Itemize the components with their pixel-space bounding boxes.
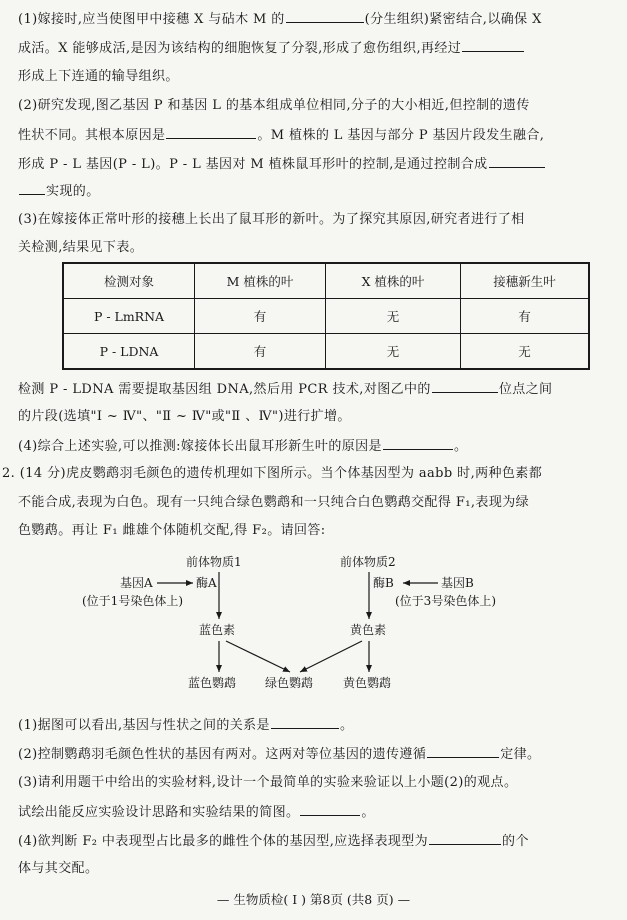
yellow-parrot-label: 黄色鹦鹉 [343, 676, 392, 690]
gene-b-location: (位于3号染色体上) [395, 594, 496, 608]
table-cell: P - LmRNA [63, 299, 195, 334]
answer-blank[interactable] [271, 716, 339, 729]
table-cell: 无 [326, 334, 461, 370]
q2-line4: 实现的。 [18, 182, 100, 201]
gene-b-label: 基因B [441, 576, 474, 590]
answer-blank[interactable] [427, 745, 499, 758]
table-cell: 有 [461, 299, 590, 334]
q3-line2: 关检测,结果见下表。 [18, 240, 144, 255]
precursor-1-label: 前体物质1 [186, 555, 242, 569]
s1-line: (1)据图可以看出,基因与性状之间的关系是 。 [18, 718, 354, 733]
q1-line3: 形成上下连通的输导组织。 [18, 69, 179, 84]
table-cell: 无 [326, 299, 461, 334]
q4-line: (4)综合上述实验,可以推测:嫁接体长出鼠耳形新生叶的原因是 。 [18, 439, 468, 454]
yellow-pigment-label: 黄色素 [350, 623, 387, 637]
enzyme-a-label: 酶A [196, 576, 217, 590]
p22-line1: 2. (14 分)虎皮鹦鹉羽毛颜色的遗传机理如下图所示。当个体基因型为 aabb 时,两种色素都 [2, 466, 543, 481]
answer-blank[interactable] [300, 803, 360, 816]
p22-line2: 不能合成,表现为白色。现有一只纯合绿色鹦鹉和一只纯合白色鹦鹉交配得 F₁,表现为绿 [18, 495, 530, 510]
q2-line3: 形成 P - L 基因(P - L)。P - L 基因对 M 植株鼠耳形叶的控制,是通过控制合成 [18, 155, 546, 174]
s4-line2: 体与其交配。 [18, 861, 99, 876]
precursor-2-label: 前体物质2 [340, 555, 396, 569]
table-header-cell: M 植株的叶 [195, 263, 326, 299]
q2-line1: (2)研究发现,图乙基因 P 和基因 L 的基本组成单位相同,分子的大小相近,但控制的遗传 [18, 98, 530, 113]
table-cell: 无 [461, 334, 590, 370]
p22-line3: 色鹦鹉。再让 F₁ 雌雄个体随机交配,得 F₂。请回答: [18, 523, 326, 538]
q3-after-line2: 的片段(选填"Ⅰ ~ Ⅳ"、"Ⅱ ~ Ⅳ"或"Ⅱ 、Ⅳ")进行扩增。 [18, 409, 351, 424]
answer-blank[interactable] [429, 832, 501, 845]
enzyme-b-label: 酶B [373, 576, 394, 590]
blue-parrot-label: 蓝色鹦鹉 [188, 676, 237, 690]
s3-line2: 试绘出能反应实验设计思路和实验结果的简图。 。 [18, 805, 375, 820]
q3-after-line1: 检测 P - LDNA 需要提取基因组 DNA,然后用 PCR 技术,对图乙中的 位点之间 [18, 382, 553, 397]
green-parrot-label: 绿色鹦鹉 [265, 676, 314, 690]
s3-line1: (3)请利用题干中给出的实验材料,设计一个最简单的实验来验证以上小题(2)的观点。 [18, 775, 518, 790]
table-header-cell: 接穗新生叶 [461, 263, 590, 299]
yellow-to-green-parrot-arrow [300, 641, 362, 672]
blue-to-green-parrot-arrow [226, 641, 290, 672]
table-header-cell: 检测对象 [63, 263, 195, 299]
s2-line: (2)控制鹦鹉羽毛颜色性状的基因有两对。这两对等位基因的遗传遵循 定律。 [18, 747, 541, 762]
s4-line1: (4)欲判断 F₂ 中表现型占比最多的雌性个体的基因型,应选择表现型为 的个 [18, 834, 529, 849]
table-cell: 有 [195, 334, 326, 370]
blue-pigment-label: 蓝色素 [199, 623, 236, 637]
q3-line1: (3)在嫁接体正常叶形的接穗上长出了鼠耳形的新叶。为了探究其原因,研究者进行了相 [18, 212, 525, 227]
table-cell: 有 [195, 299, 326, 334]
q1-line2: 成活。X 能够成活,是因为该结构的细胞恢复了分裂,形成了愈伤组织,再经过 [18, 39, 525, 58]
table-header-cell: X 植株的叶 [326, 263, 461, 299]
q1-line1: (1)嫁接时,应当使图甲中接穗 X 与砧木 M 的 (分生组织)紧密结合,以确保 X [18, 12, 542, 27]
table-cell: P - LDNA [63, 334, 195, 370]
gene-a-location: (位于1号染色体上) [82, 594, 183, 608]
page-footer: — 生物质检( Ⅰ ) 第8页 (共8 页) — [216, 892, 411, 907]
q2-line2: 性状不同。其根本原因是 。M 植株的 L 基因与部分 P 基因片段发生融合, [18, 128, 545, 143]
gene-a-label: 基因A [120, 576, 153, 590]
